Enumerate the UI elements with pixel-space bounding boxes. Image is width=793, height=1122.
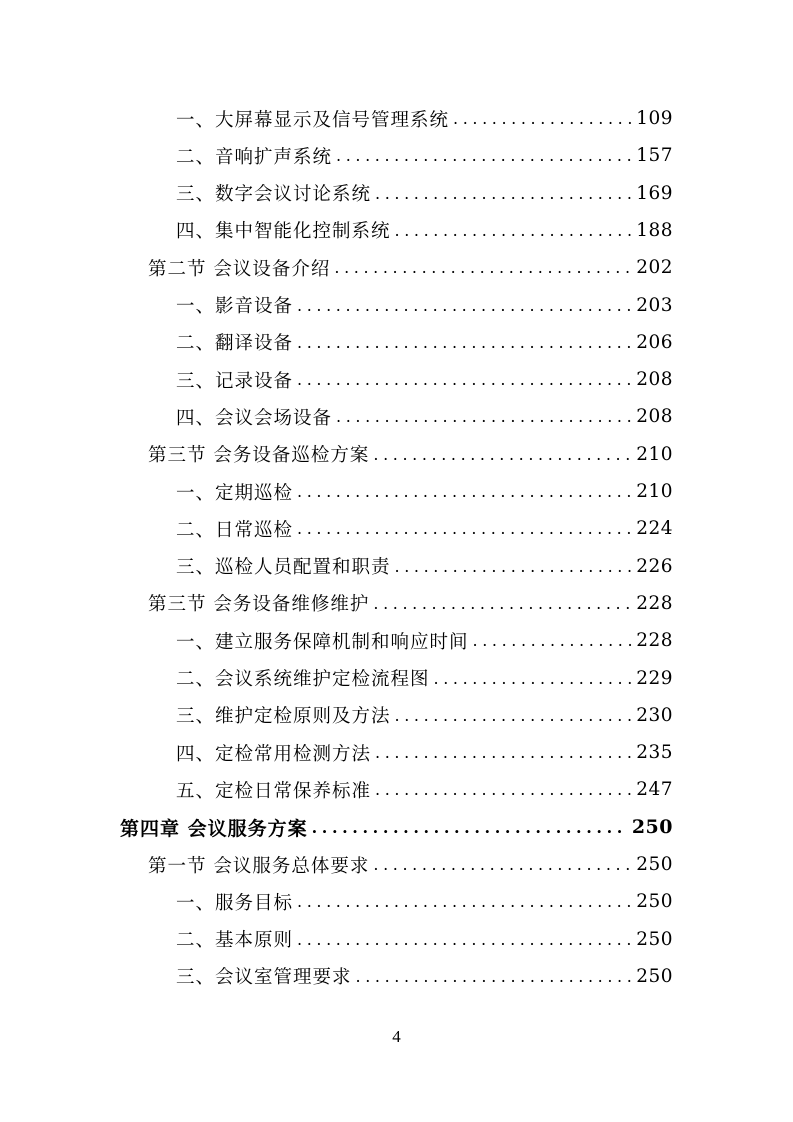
toc-entry-item — [176, 137, 673, 174]
toc-entry-label: 第二节 会议设备介绍 — [148, 258, 331, 280]
toc-entry-label: 二、会议系统维护定检流程图 — [176, 669, 430, 690]
toc-leader-dots — [356, 967, 633, 986]
toc-entry-item — [176, 734, 673, 771]
toc-entry-item — [176, 175, 673, 212]
toc-entry-chapter — [120, 809, 673, 846]
toc-entry-label: 第四章 会议服务方案 — [120, 817, 308, 840]
toc-entry-item — [176, 324, 673, 361]
toc-entry-page: 169 — [636, 182, 673, 204]
toc-entry-page: 157 — [636, 145, 673, 167]
toc-leader-dots — [297, 370, 632, 389]
toc-leader-dots — [395, 557, 633, 576]
toc-entry-page: 250 — [636, 965, 673, 987]
toc-entry-label: 三、会议室管理要求 — [176, 967, 352, 989]
toc-entry-section — [148, 249, 673, 286]
toc-entry-label: 二、日常巡检 — [176, 519, 294, 541]
toc-leader-dots — [336, 407, 632, 426]
toc-leader-dots — [373, 855, 632, 874]
toc-entry-page: 202 — [636, 257, 673, 279]
toc-leader-dots — [434, 669, 633, 688]
toc-entry-page: 229 — [636, 667, 673, 689]
toc-entry-page: 250 — [636, 854, 673, 875]
toc-leader-dots — [297, 296, 632, 315]
toc-entry-page: 250 — [631, 816, 673, 839]
toc-leader-dots — [395, 706, 633, 725]
toc-entry-page: 210 — [636, 443, 673, 465]
toc-entry-label: 第三节 会务设备维修维护 — [148, 594, 370, 616]
toc-entry-page: 188 — [636, 219, 673, 241]
toc-leader-dots — [373, 445, 632, 464]
toc-entry-label: 一、影音设备 — [176, 296, 294, 317]
toc-entry-section — [148, 846, 673, 883]
toc-entry-label: 二、翻译设备 — [176, 333, 294, 355]
toc-entry-item — [176, 921, 673, 958]
toc-entry-label: 五、定检日常保养标准 — [176, 780, 372, 802]
toc-entry-item — [176, 660, 673, 697]
toc-entry-item — [176, 622, 673, 659]
toc-entry-label: 第三节 会务设备巡检方案 — [148, 445, 370, 467]
toc-entry-label: 第一节 会议服务总体要求 — [148, 855, 370, 877]
toc-entry-page: 206 — [636, 331, 673, 353]
toc-entry-section — [148, 436, 673, 473]
toc-entry-item — [176, 548, 673, 585]
toc-leader-dots — [297, 892, 632, 911]
toc-entry-item — [176, 771, 673, 808]
toc-entry-item — [176, 287, 673, 324]
toc-entry-label: 三、记录设备 — [176, 370, 294, 392]
toc-leader-dots — [336, 146, 632, 165]
toc-entry-item — [176, 958, 673, 995]
toc-leader-dots — [297, 482, 632, 501]
toc-leader-dots — [334, 258, 632, 277]
toc-entry-label: 一、服务目标 — [176, 892, 294, 914]
toc-entry-page: 210 — [636, 481, 673, 502]
toc-entry-item — [176, 473, 673, 510]
toc-leader-dots — [453, 109, 632, 128]
toc-entry-page: 247 — [636, 779, 673, 801]
toc-entry-label: 三、维护定检原则及方法 — [176, 706, 391, 728]
toc-entry-item — [176, 510, 673, 547]
toc-entry-page: 224 — [636, 518, 673, 540]
toc-leader-dots — [297, 333, 632, 352]
toc-leader-dots — [297, 930, 632, 949]
toc-entry-label: 一、建立服务保障机制和响应时间 — [176, 631, 469, 653]
toc-entry-label: 四、集中智能化控制系统 — [176, 221, 391, 243]
toc-entry-label: 一、定期巡检 — [176, 482, 294, 504]
toc-leader-dots — [375, 184, 632, 203]
toc-entry-page: 235 — [636, 742, 673, 764]
toc-entry-item — [176, 361, 673, 398]
toc-leader-dots — [312, 818, 628, 837]
toc-entry-page: 109 — [636, 108, 673, 129]
toc-entry-page: 208 — [636, 369, 673, 391]
toc-leader-dots — [297, 519, 632, 538]
toc-leader-dots — [473, 631, 633, 650]
toc-entry-item — [176, 212, 673, 249]
toc-entry-label: 一、大屏幕显示及信号管理系统 — [176, 109, 450, 131]
toc-entry-page: 250 — [636, 928, 673, 950]
toc-entry-page: 228 — [636, 592, 673, 614]
toc-entry-item — [176, 883, 673, 920]
toc-entry-item — [176, 398, 673, 435]
toc-entry-page: 226 — [636, 555, 673, 577]
toc-entry-label: 三、数字会议讨论系统 — [176, 184, 372, 206]
toc-leader-dots — [375, 780, 632, 799]
toc-entry-item — [176, 697, 673, 734]
toc-leader-dots — [375, 743, 632, 762]
toc-entry-page: 228 — [636, 630, 673, 652]
toc-entry-item — [176, 100, 673, 137]
toc-leader-dots — [395, 221, 633, 240]
toc-entry-label: 二、基本原则 — [176, 930, 294, 952]
toc-entry-page: 208 — [636, 406, 673, 428]
toc-entry-section — [148, 585, 673, 622]
toc-entry-label: 四、会议会场设备 — [176, 407, 333, 429]
toc-leader-dots — [373, 594, 632, 613]
toc-entry-label: 二、音响扩声系统 — [176, 146, 333, 168]
toc-entry-label: 四、定检常用检测方法 — [176, 743, 372, 765]
toc-entry-page: 203 — [636, 294, 673, 316]
toc-entry-label: 三、巡检人员配置和职责 — [176, 557, 391, 579]
page-number: 4 — [392, 1027, 401, 1046]
toc-entry-page: 230 — [636, 704, 673, 726]
toc-entry-page: 250 — [636, 891, 673, 913]
